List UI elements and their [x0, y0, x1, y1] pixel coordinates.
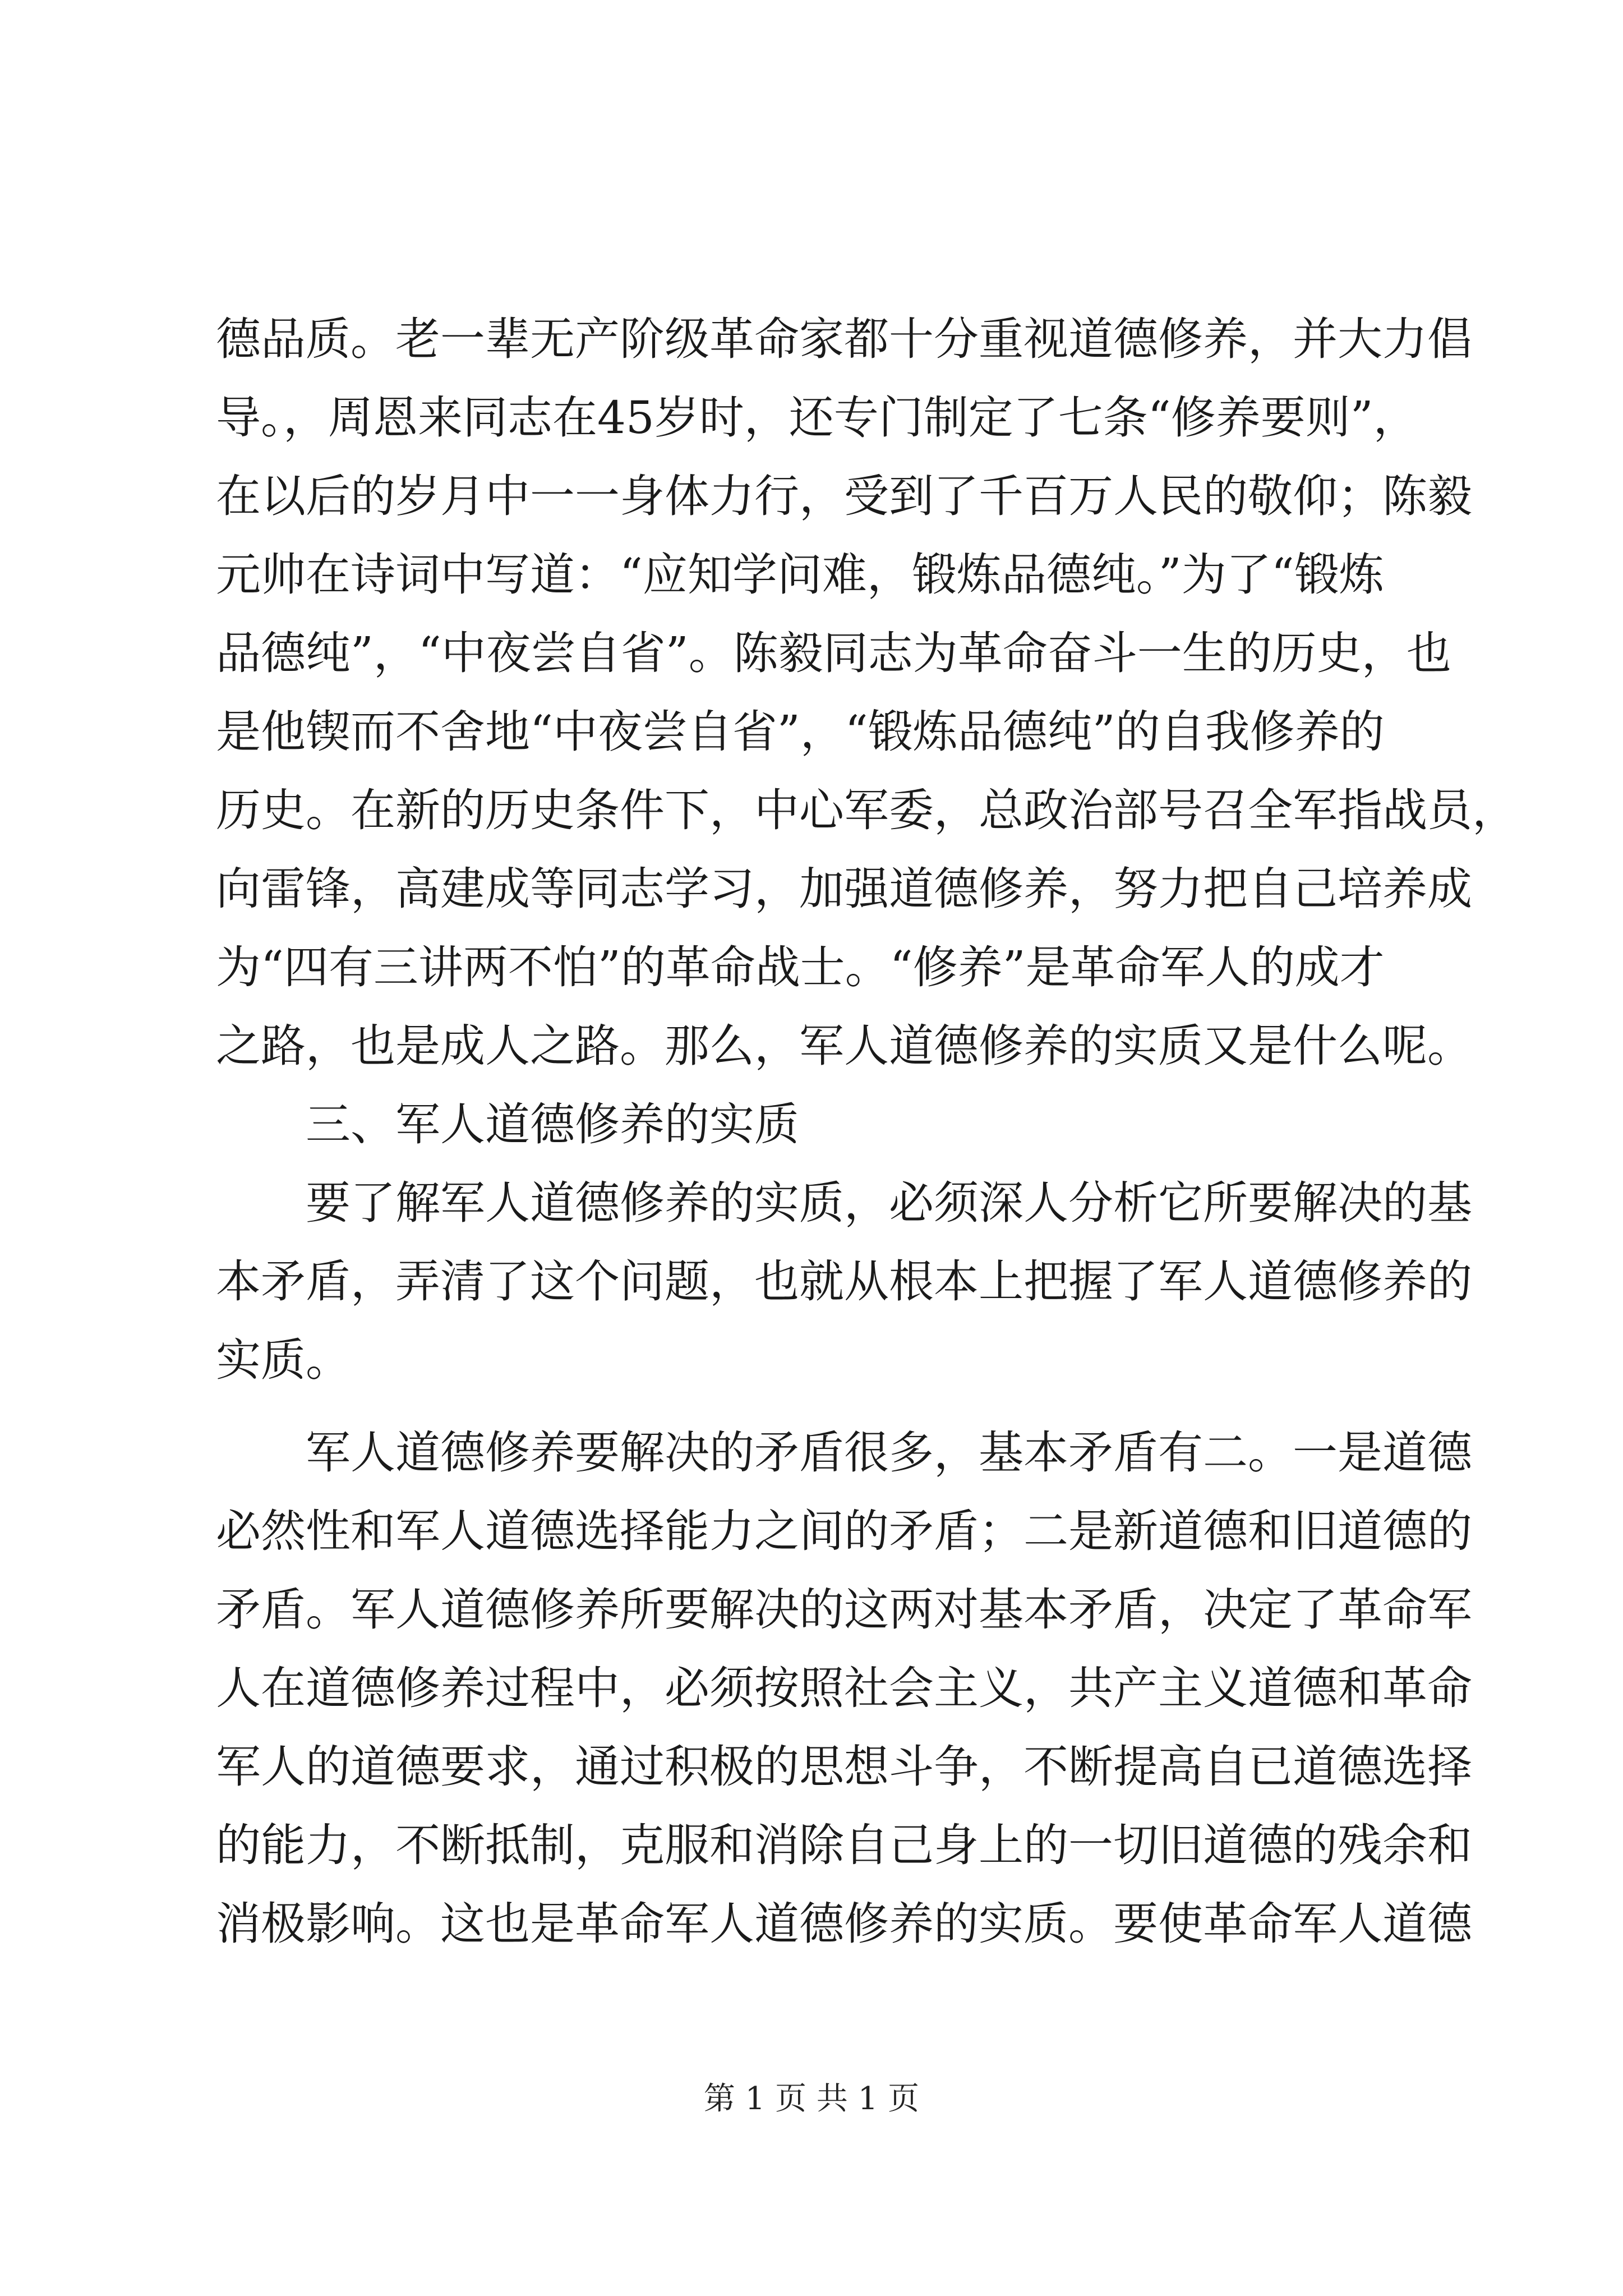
page-footer: 第 1 页 共 1 页 [703, 2081, 920, 2117]
paragraph-line: 消极影响。这也是革命军人道德修养的实质。要使革命军人道德 [216, 1898, 1472, 1950]
paragraph-line: 的能力，不断抵制，克服和消除自己身上的一切旧道德的残余和 [216, 1819, 1472, 1871]
paragraph-line: 本矛盾，弄清了这个问题，也就从根本上把握了军人道德修养的 [216, 1255, 1472, 1308]
text-line: 元帅在诗词中写道：“应知学问难，锻炼品德纯。”为了“锻炼 [216, 549, 1384, 601]
text-line: 导。，周恩来同志在45岁时，还专门制定了七条“修养要则”， [216, 392, 1418, 444]
text-line: 在以后的岁月中一一身体力行，受到了千百万人民的敬仰；陈毅 [216, 470, 1472, 522]
paragraph-line: 人在道德修养过程中，必须按照社会主义，共产主义道德和革命 [216, 1662, 1472, 1714]
section-heading: 三、军人道德修养的实质 [306, 1098, 799, 1151]
paragraph-line: 实质。 [216, 1334, 351, 1386]
text-line: 历史。在新的历史条件下，中心军委，总政治部号召全军指战员， [216, 784, 1517, 836]
text-line: 品德纯”，“中夜尝自省”。陈毅同志为革命奋斗一生的历史，也 [216, 627, 1451, 679]
text-line: 向雷锋，高建成等同志学习，加强道德修养，努力把自己培养成 [216, 863, 1472, 915]
paragraph-line: 矛盾。军人道德修养所要解决的这两对基本矛盾，决定了革命军 [216, 1584, 1472, 1636]
paragraph-line: 军人道德修养要解决的矛盾很多，基本矛盾有二。一是道德 [306, 1427, 1472, 1479]
text-line: 为“四有三讲两不怕”的革命战士。“修养”是革命军人的成才 [216, 941, 1385, 993]
text-line: 德品质。老一辈无产阶级革命家都十分重视道德修养，并大力倡 [216, 313, 1472, 365]
text-line: 之路，也是成人之路。那么，军人道德修养的实质又是什么呢。 [216, 1020, 1472, 1072]
paragraph-line: 必然性和军人道德选择能力之间的矛盾；二是新道德和旧道德的 [216, 1505, 1472, 1557]
paragraph-line: 要了解军人道德修养的实质，必须深人分析它所要解决的基 [306, 1177, 1472, 1229]
text-line: 是他锲而不舍地“中夜尝自省”，“锻炼品德纯”的自我修养的 [216, 706, 1385, 758]
paragraph-line: 军人的道德要求，通过积极的思想斗争，不断提高自已道德选择 [216, 1741, 1472, 1793]
